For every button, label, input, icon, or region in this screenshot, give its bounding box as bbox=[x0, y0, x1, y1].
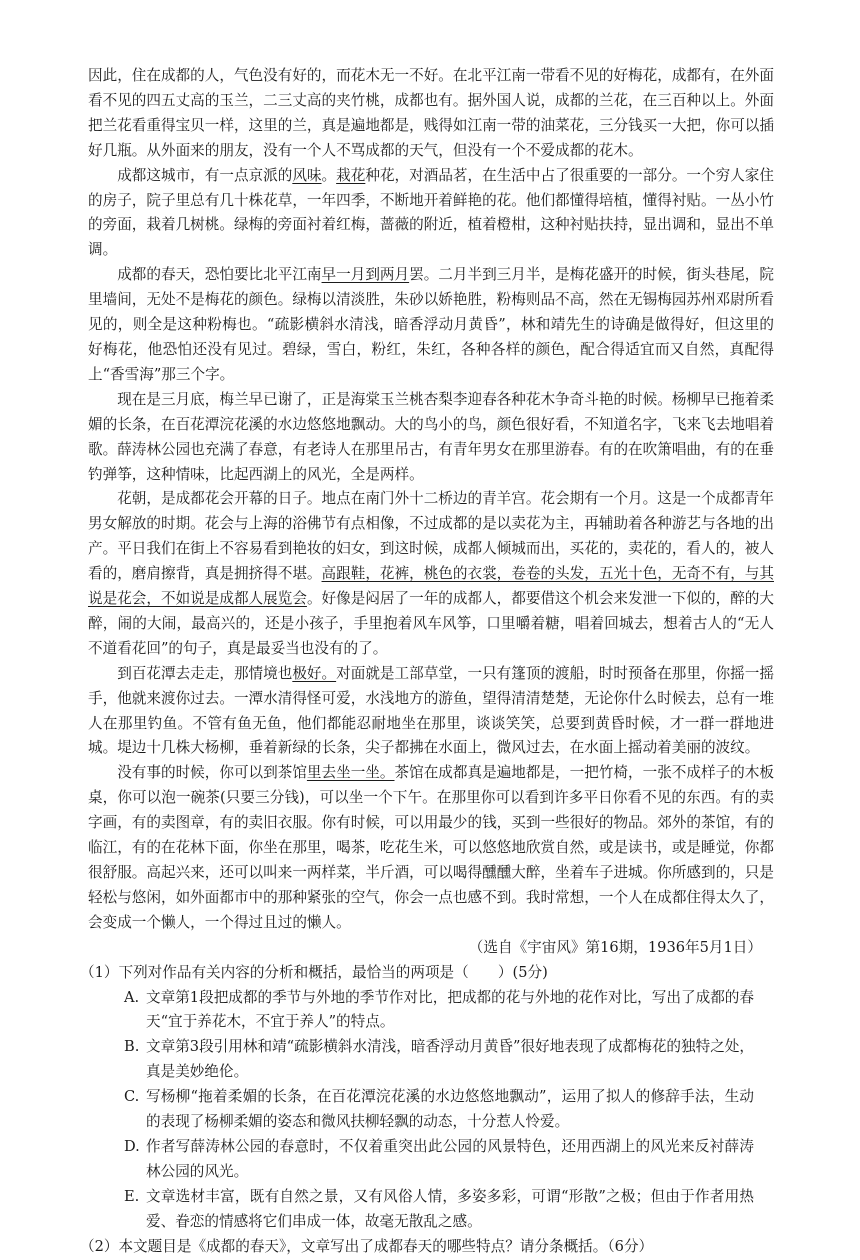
question-2: （2）本文题目是《成都的春天》，文章写出了成都春天的哪些特点？请分条概括。（6分） bbox=[80, 1237, 654, 1255]
paragraph-text: 因此，住在成都的人，气色没有好的，而花木无一不好。在北平江南一带看不见的好梅花，成都有，在外面看不见的四五丈高的玉兰，二三丈高的夹竹桃，成都也有。据外国人说，成都的兰花，在三百种以上。外面把兰花看重得宝贝一样，这里的兰，真是遍地都是，贱得如江南一带的油菜花，三分钱买一大把，你可以插好几瓶。从外面来的朋友，没有一个人不骂成都的天气，但没有一个不爱成都的花木。 bbox=[88, 67, 774, 159]
answer-options bbox=[88, 986, 774, 1235]
option-text: 写杨柳“拖着柔媚的长条，在百花潭浣花溪的水边悠悠地飘动”，运用了拟人的修辞手法，生动的表现了杨柳柔媚的姿态和微风扶柳轻飘的动态，十分惹人怜爱。 bbox=[146, 1088, 754, 1131]
underlined-phrase: 早一月到两月 bbox=[321, 266, 410, 284]
paragraph-text: 成都这城市，有一点京派的 bbox=[117, 166, 293, 184]
option-text: 文章第1段把成都的季节与外地的季节作对比，把成都的花与外地的花作对比，写出了成都的春天“宜于养花木，不宜于养人”的特点。 bbox=[146, 988, 754, 1031]
paragraph-text: 现在是三月底，梅兰早已谢了，正是海棠玉兰桃杏梨李迎春各种花木争奇斗艳的时候。杨柳早已拖着柔媚的长条，在百花潭浣花溪的水边悠悠地飘动。大的鸟小的鸟，颜色很好看，不知道名字，飞来飞去地唱着歌。薛涛林公园也充满了春意，有老诗人在那里吊古，有青年男女在那里游春。有的在吹箫唱曲，有的在垂钓弹筝，这种情味，比起西湖上的风光，全是两样。 bbox=[88, 390, 774, 483]
option-key: B. bbox=[124, 1038, 140, 1056]
paragraph-text: 。 bbox=[321, 166, 337, 184]
paragraph-text: 花朝，是成都花会开幕的日子。地点在南门外十二桥边的青羊宫。花会期有一个月。这是一个成都青年男女解放的时期。花会与上海的浴佛节有点相像，不过成都的是以卖花为主，再辅助着各种游艺与各地的出产。平日我们在街上不容易看到艳妆的妇女，到这时候，成都人倾城而出，买花的，卖花的，看人的，被人看的，磨肩擦背，真是拥挤得不堪。 bbox=[88, 490, 774, 583]
underlined-phrase: 栽花 bbox=[336, 166, 366, 184]
option-key: E. bbox=[124, 1187, 140, 1205]
option-text: 文章第3段引用林和靖“疏影横斜水清浅，暗香浮动月黄昏”很好地表现了成都梅花的独特之处，真是美妙绝伦。 bbox=[146, 1038, 754, 1081]
paragraph-text: 对面就是工部草堂，一只有篷顶的渡船，时时预备在那里，你摇一摇手，他就来渡你过去。一潭水清得怪可爱，水浅地方的游鱼，望得清清楚楚，无论你什么时候去，总有一堆人在那里钓鱼。不管有鱼无鱼，他们都能忍耐地坐在那里，谈谈笑笑，总要到黄昏时候，才一群一群地进城。堤边十几株大杨柳，垂着新绿的长条，尖子都拂在水面上，微风过去，在水面上摇动着美丽的波纹。 bbox=[88, 664, 774, 757]
article-source: （选自《宇宙风》第16期，1936年5月1日） bbox=[468, 938, 762, 956]
option-text: 作者写薛涛林公园的春意时，不仅着重突出此公园的风景特色，还用西湖上的风光来反衬薛涛林公园的风光。 bbox=[146, 1137, 754, 1180]
option-d bbox=[124, 1135, 754, 1185]
article-paragraph-5 bbox=[88, 487, 774, 661]
exam-page bbox=[80, 64, 774, 1260]
option-text: 文章选材丰富，既有自然之景，又有风俗人情，多姿多彩，可谓“形散”之极；但由于作者用热爱、眷恋的情感将它们串成一体，故毫无散乱之感。 bbox=[146, 1187, 754, 1230]
article-paragraph-2 bbox=[88, 164, 774, 264]
underlined-phrase: 极好。 bbox=[292, 664, 337, 682]
article-paragraph-1 bbox=[88, 64, 774, 164]
paragraph-text: 成都的春天，恐怕要比北平江南 bbox=[117, 266, 322, 284]
option-c bbox=[124, 1085, 754, 1135]
article-paragraph-6 bbox=[88, 662, 774, 762]
article-paragraph-7 bbox=[88, 761, 774, 935]
option-key: D. bbox=[124, 1137, 140, 1155]
option-e bbox=[124, 1185, 754, 1235]
underlined-phrase: 高跟鞋，花裤，桃色的衣裳，卷卷的头发，五光十色，无奇不有，与其说是花会，不如说是成都人展览会 bbox=[88, 565, 774, 608]
option-key: A. bbox=[124, 988, 140, 1006]
article-paragraph-4 bbox=[88, 388, 774, 488]
paragraph-text: 茶馆在成都真是遍地都是，一把竹椅，一张不成样子的木板桌，你可以泡一碗茶(只要三分钱)，可以坐一个下午。在那里你可以看到许多平日你看不见的东西。有的卖字画，有的卖图章，有的卖旧衣服。你有时候，可以用最少的钱，买到一些很好的物品。郊外的茶馆，有的临江，有的在花林下面，你坐在那里，喝茶，吃花生米，可以悠悠地欣赏自然，或是读书，或是睡觉，你都很舒服。高起兴来，还可以叫来一两样菜，半斤酒，可以喝得醺醺大醉，坐着车子进城。你所感到的，只是轻松与悠闲，如外面都市中的那种紧张的空气，你会一点也感不到。我时常想，一个人在成都住得太久了，会变成一个懒人，一个得过且过的懒人。 bbox=[88, 764, 774, 931]
option-a bbox=[124, 986, 754, 1036]
option-b bbox=[124, 1035, 754, 1085]
paragraph-text: 到百花潭去走走，那情境也 bbox=[117, 664, 293, 682]
option-key: C. bbox=[124, 1088, 140, 1106]
paragraph-text: 罢。二月半到三月半，是梅花盛开的时候，街头巷尾，院里墙间，无处不是梅花的颜色。绿梅以清淡胜，朱砂以娇艳胜，粉梅则品不高，然在无锡梅园苏州邓尉所看见的，则全是这种粉梅也。“疏影横斜水清浅，暗香浮动月黄昏”，林和靖先生的诗确是做得好，但这里的好梅花，他恐怕还没有见过。碧绿，雪白，粉红，朱红，各种各样的颜色，配合得适宜而又自然，真配得上“香雪海”那三个字。 bbox=[88, 266, 774, 383]
underlined-phrase: 里去坐一坐。 bbox=[306, 764, 395, 782]
paragraph-text: 种花，对酒品茗，在生活中占了很重要的一部分。一个穷人家住的房子，院子里总有几十株花草，一年四季，不断地开着鲜艳的花。他们都懂得培植，懂得衬贴。一丛小竹的旁面，栽着几树桃。绿梅的旁面衬着红梅，蔷薇的附近，植着橙柑，这种衬贴扶持，显出调和，显出不单调。 bbox=[88, 166, 774, 259]
underlined-phrase: 风味 bbox=[292, 166, 322, 184]
paragraph-text: 。好像是闷居了一年的成都人，都要借这个机会来发泄一下似的，醉的大醉，闹的大闹，最高兴的，还是小孩子，手里抱着风车风筝，口里嚼着糖，唱着回城去，想着古人的“无人不道看花回”的句子，真是最妥当也没有的了。 bbox=[88, 590, 774, 657]
article-paragraph-3 bbox=[88, 263, 774, 388]
question-1: （1）下列对作品有关内容的分析和概括，最恰当的两项是（ ）(5分) bbox=[80, 963, 548, 981]
paragraph-text: 没有事的时候，你可以到茶馆 bbox=[117, 764, 307, 782]
